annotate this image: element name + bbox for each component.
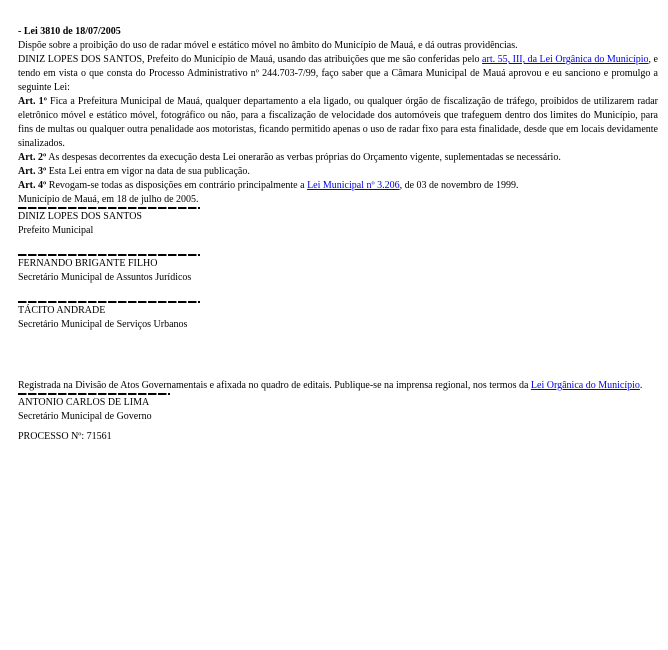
lei-organica-art55-link[interactable]: art. 55, III, da Lei Orgânica do Município	[482, 54, 649, 65]
law-title: - Lei 3810 de 18/07/2005	[18, 26, 121, 37]
article-3	[18, 165, 658, 179]
registration-note	[18, 379, 658, 393]
article-1-text: Fica a Prefeitura Municipal de Mauá, qualquer departamento a ela ligado, ou qualquer órgão de fiscalização de tráfego, proibidos de utilizarem radar eletrônico móvel e estático móvel, fotográfico ou não, para a fiscalização de velocidade dos automóveis que trafeguem dentro dos limites do Município, para fins de multas ou qualquer outra penalidade aos motoristas, ficando permitido apenas o uso de radar fixo para esta finalidade, desde que em locais devidamente sinalizados.	[18, 96, 658, 149]
signature-block-governo	[18, 393, 658, 424]
signature-line	[18, 254, 200, 256]
article-1-label: Art. 1º	[18, 96, 47, 107]
article-2-text: As despesas decorrentes da execução desta Lei onerarão as verbas próprias do Orçamento vigente, suplementadas se necessário.	[46, 152, 561, 163]
article-2	[18, 151, 658, 165]
signature-line	[18, 301, 200, 303]
signature-role: Prefeito Municipal	[18, 225, 94, 236]
signature-block-prefeito	[18, 207, 658, 238]
signature-line	[18, 393, 170, 395]
signature-name: FERNANDO BRIGANTE FILHO	[18, 258, 158, 269]
article-1	[18, 95, 658, 151]
signature-block-servicos-urbanos	[18, 301, 658, 332]
signature-role: Secretário Municipal de Governo	[18, 411, 152, 422]
article-4-text-after: , de 03 de novembro de 1999.	[399, 180, 519, 191]
signature-block-assuntos-juridicos	[18, 254, 658, 285]
article-4	[18, 179, 658, 193]
preamble	[18, 53, 658, 95]
law-subtitle: Dispõe sobre a proibição do uso de radar móvel e estático móvel no âmbito do Município de Mauá, e dá outras providências.	[18, 40, 518, 51]
signature-name: ANTONIO CARLOS DE LIMA	[18, 397, 150, 408]
signature-role: Secretário Municipal de Serviços Urbanos	[18, 319, 188, 330]
preamble-text-before: DINIZ LOPES DOS SANTOS, Prefeito do Município de Mauá, usando das atribuições que me são conferidas pelo	[18, 54, 483, 65]
lei-organica-link[interactable]: Lei Orgânica do Município	[530, 380, 640, 391]
article-4-text-before: Revogam-se todas as disposições em contrário principalmente a	[46, 180, 308, 191]
registration-text-after: .	[639, 380, 643, 391]
registration-text-before: Registrada na Divisão de Atos Governamentais e afixada no quadro de editais. Publique-se na imprensa regional, nos termos da	[18, 380, 531, 391]
article-3-label: Art. 3º	[18, 166, 47, 177]
lei-municipal-3206-link[interactable]: Lei Municipal nº 3.206	[307, 180, 400, 191]
signature-role: Secretário Municipal de Assuntos Jurídicos	[18, 272, 192, 283]
article-3-text: Esta Lei entra em vigor na data de sua publicação.	[46, 166, 250, 177]
signature-line	[18, 207, 200, 209]
process-number: PROCESSO Nº: 71561	[18, 431, 112, 442]
article-4-label: Art. 4º	[18, 180, 47, 191]
document-header	[18, 25, 658, 53]
signature-name: TÁCITO ANDRADE	[18, 305, 106, 316]
preamble-text-after: , e tendo em vista o que consta do Processo Administrativo nº 244.703-7/99, faço saber que a Câmara Municipal de Mauá aprovou e eu sanciono e promulgo a seguinte Lei:	[18, 54, 658, 93]
dateline: Município de Mauá, em 18 de julho de 2005.	[18, 194, 199, 205]
signature-name: DINIZ LOPES DOS SANTOS	[18, 211, 142, 222]
article-2-label: Art. 2º	[18, 152, 47, 163]
